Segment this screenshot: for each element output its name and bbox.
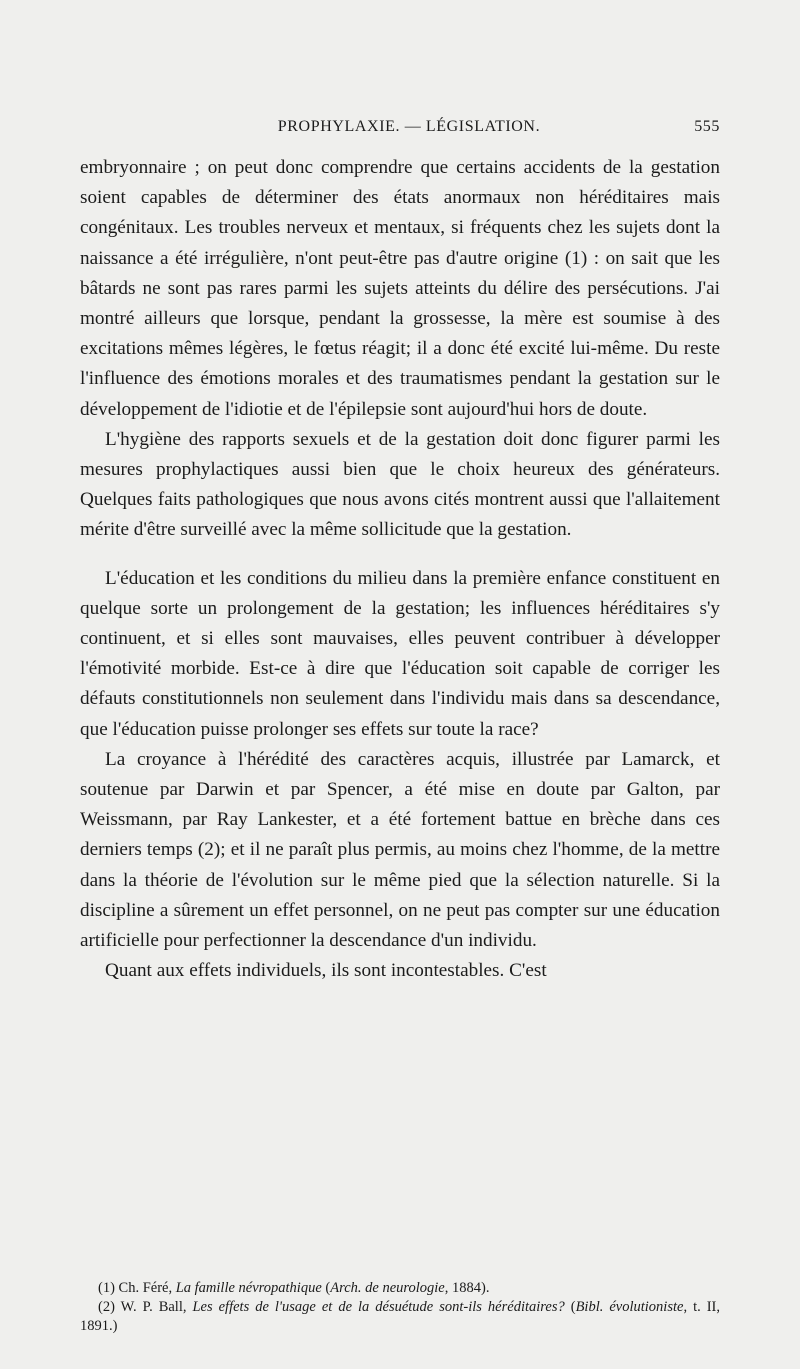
paragraph-2: L'hygiène des rapports sexuels et de la gestation doit donc figurer parmi les mesures prophylactiques aussi bien que le choix heureux des générateurs. Quelques faits pathologiques que nous avons cités montrent aussi que l'allaitement mérite d'être surveillé avec la même sollicitude que la gestation. <box>80 428 720 541</box>
paragraph-5: Quant aux effets individuels, ils sont incontestables. C'est <box>105 960 547 982</box>
footnote-1 <box>80 1279 720 1298</box>
footnote-2-lead: (2) W. P. Ball, <box>98 1299 193 1315</box>
footnote-2-title: Les effets de l'usage et de la désuétude sont-ils héréditaires? <box>192 1299 565 1315</box>
footnote-1-journal: Arch. de neurologie <box>330 1280 445 1296</box>
footnote-1-mid: ( <box>321 1280 331 1296</box>
footnote-1-lead: (1) Ch. Féré, <box>98 1280 176 1296</box>
footnote-1-tail: , 1884). <box>444 1280 490 1296</box>
paragraph-4: La croyance à l'hérédité des caractères acquis, illustrée par Lamarck, et soutenue par Darwin et par Spencer, a été mise en doute par Galton, par Weissmann, par Ray Lankester, et a été fortement battue en brèche dans ces derniers temps (2); et il ne paraît plus permis, au moins chez l'homme, de la mettre dans la théorie de l'évolution sur le même pied que la sélection naturelle. Si la discipline a sûrement un effet personnel, on ne peut pas compter sur une éducation artificielle pour perfectionner la descendance d'un individu. <box>80 748 720 952</box>
footnote-2-tail: , t. II, 1891.) <box>80 1299 721 1334</box>
footnote-2 <box>80 1298 720 1336</box>
footnote-2-mid: ( <box>564 1299 576 1315</box>
page-number: 555 <box>694 118 720 135</box>
running-title: PROPHYLAXIE. — LÉGISLATION. <box>277 118 541 135</box>
paragraph-1: embryonnaire ; on peut donc comprendre que certains accidents de la gestation soient capables de déterminer des états anormaux non héréditaires mais congénitaux. Les troubles nerveux et mentaux, si fréquents chez les sujets dont la naissance a été irrégulière, n'ont peut-être pas d'autre origine (1) : on sait que les bâtards ne sont pas rares parmi les sujets atteints du délire des persécutions. J'ai montré ailleurs que lorsque, pendant la grossesse, la mère est soumise à des excitations mêmes légères, le fœtus réagit; il a donc été excité lui-même. Du reste l'influence des émotions morales et des traumatismes pendant la gestation sur le développement de l'idiotie et de l'épilepsie sont aujourd'hui hors de doute. <box>80 157 720 420</box>
paragraph-3: L'éducation et les conditions du milieu dans la première enfance constituent en quelque sorte un prolongement de la gestation; les influences héréditaires s'y continuent, et si elles sont mauvaises, elles peuvent contribuer à développer l'émotivité morbide. Est-ce à dire que l'éducation soit capable de corriger les défauts constitutionnels non seulement dans l'individu mais dans sa descendance, que l'éducation puisse prolonger ses effets sur toute la race? <box>80 567 720 740</box>
footnote-2-journal: Bibl. évolutioniste <box>575 1299 684 1315</box>
footnote-1-title: La famille névropathique <box>175 1280 322 1296</box>
footnotes <box>80 1279 720 1336</box>
running-header <box>80 118 720 144</box>
body-text <box>80 153 720 986</box>
